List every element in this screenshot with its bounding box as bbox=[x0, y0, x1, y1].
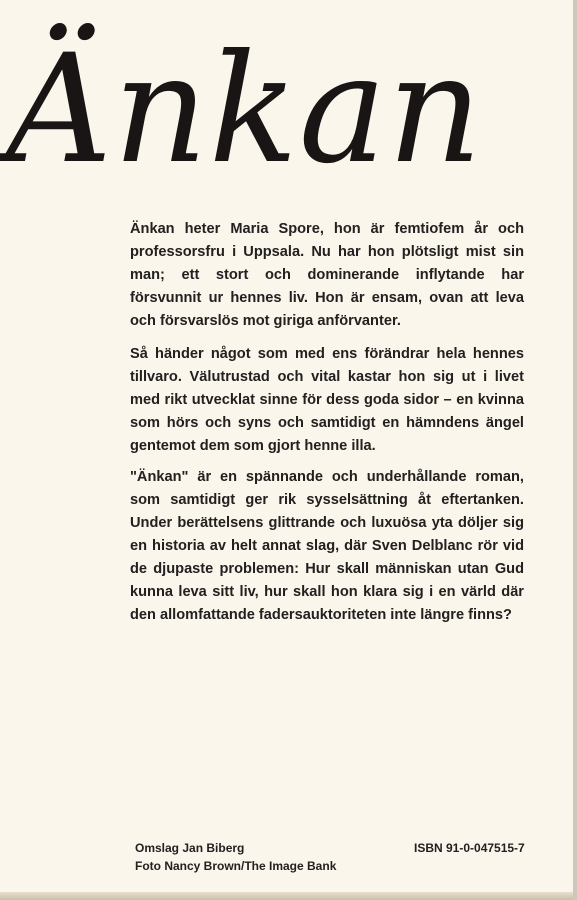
blurb-paragraph-3 bbox=[130, 466, 524, 627]
blurb-paragraph-1 bbox=[130, 218, 524, 333]
cover-credit: Omslag Jan Biberg bbox=[135, 841, 245, 855]
photo-credit: Foto Nancy Brown/The Image Bank bbox=[135, 859, 337, 873]
blurb-paragraph-2 bbox=[130, 343, 524, 458]
credits bbox=[135, 839, 336, 875]
book-title: Änkan bbox=[6, 23, 484, 197]
isbn: ISBN 91-0-047515-7 bbox=[414, 841, 525, 855]
cover-edge bbox=[0, 892, 573, 900]
paragraph-text: Änkan heter Maria Spore, hon är femtiofem år och professorsfru i Uppsala. Nu har hon plötsligt mist sin man; ett stort och dominerande inflytande har försvunnit ur hennes liv. Hon är ensam, ovan att leva och försvarslös mot giriga anförvanter. bbox=[130, 221, 524, 329]
paragraph-text: Så händer något som med ens förändrar hela hennes tillvaro. Välutrustad och vital kastar hon sig ut i livet med rikt utvecklat sinne för dess goda sidor – en kvinna som hörs och syns och samtidigt en hämndens ängel gentemot dem som gjort henne illa. bbox=[130, 346, 524, 454]
paragraph-text: "Änkan" är en spännande och underhållande roman, som samtidigt ger rik sysselsättning åt eftertanken. Under berättelsens glittrande och luxuösa yta döljer sig en historia av helt annat slag, där Sven Delblanc rör vid de djupaste problemen: Hur skall människan utan Gud kunna leva sitt liv, hur skall hon klara sig i en värld där den allomfattande fadersauktoriteten inte längre finns? bbox=[130, 469, 524, 623]
